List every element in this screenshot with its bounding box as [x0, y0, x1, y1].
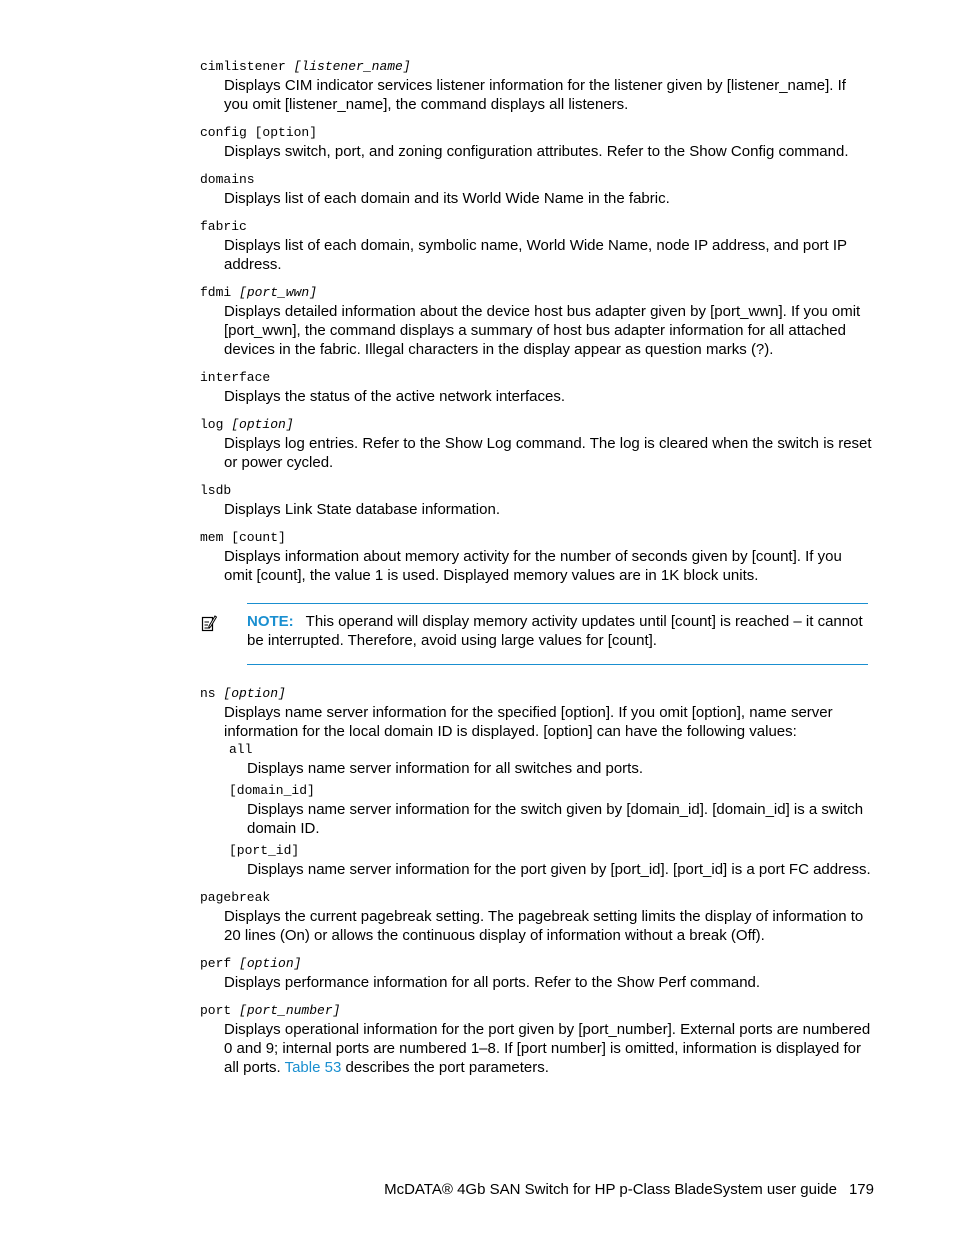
command-name: ns [option] — [200, 686, 286, 701]
command-description: Displays list of each domain, symbolic name, World Wide Name, node IP address, and port IP address. — [224, 237, 847, 273]
command-name: lsdb — [200, 483, 232, 498]
command-name: pagebreak — [200, 890, 271, 905]
command-description: Displays performance information for all ports. Refer to the Show Perf command. — [224, 974, 761, 991]
footer-title: McDATA® 4Gb SAN Switch for HP p-Class BladeSystem user guide — [384, 1181, 837, 1198]
command-name: fabric — [200, 219, 247, 234]
table-53-link[interactable]: Table 53 — [284, 1059, 342, 1076]
command-name: cimlistener [listener_name] — [200, 59, 411, 74]
entry-domains — [200, 171, 872, 208]
entry-fdmi — [200, 284, 872, 359]
entry-fabric — [200, 218, 872, 274]
option-name: all — [229, 742, 253, 757]
option-value-domain-id — [229, 782, 872, 838]
option-value-all — [229, 741, 872, 778]
entry-lsdb — [200, 482, 872, 519]
option-description: Displays name server information for the switch given by [domain_id]. [domain_id] is a switch domain ID. — [247, 801, 864, 837]
command-description: Displays operational information for the port given by [port_number]. External ports are numbered 0 and 9; internal ports are numbered 1–8. If [port number] is omitted, information is displayed for all ports. Table 53 describes the port parameters. — [224, 1021, 871, 1076]
command-description: Displays Link State database information. — [224, 501, 500, 518]
entry-pagebreak — [200, 889, 872, 945]
command-description: Displays the current pagebreak setting. The pagebreak setting limits the display of information to 20 lines (On) or allows the continuous display of information without a break (Off). — [224, 908, 864, 944]
page-footer — [384, 1180, 874, 1199]
entry-port — [200, 1002, 872, 1077]
note-label: NOTE: — [247, 613, 294, 630]
command-description: Displays name server information for the specified [option]. If you omit [option], name server information for the local domain ID is displayed. [option] can have the following values: — [224, 704, 833, 740]
option-description: Displays name server information for all switches and ports. — [247, 760, 643, 777]
command-description: Displays the status of the active network interfaces. — [224, 388, 565, 405]
command-name: mem [count] — [200, 530, 286, 545]
page-number: 179 — [848, 1181, 874, 1198]
entry-log — [200, 416, 872, 472]
note-pencil-icon — [201, 614, 217, 632]
command-name: config [option] — [200, 125, 318, 140]
command-name: interface — [200, 370, 271, 385]
option-name: [domain_id] — [229, 783, 315, 798]
command-name: domains — [200, 172, 255, 187]
command-description: Displays list of each domain and its World Wide Name in the fabric. — [224, 190, 670, 207]
command-description: Displays switch, port, and zoning configuration attributes. Refer to the Show Config command. — [224, 143, 849, 160]
command-description: Displays log entries. Refer to the Show Log command. The log is cleared when the switch is reset or power cycled. — [224, 435, 872, 471]
command-description: Displays information about memory activity for the number of seconds given by [count]. If you omit [count], the value 1 is used. Displayed memory values are in 1K block units. — [224, 548, 842, 584]
note-text: This operand will display memory activity updates until [count] is reached – it cannot be interrupted. Therefore, avoid using large values for [count]. — [247, 613, 863, 649]
option-value-port-id — [229, 842, 872, 879]
command-name: port [port_number] — [200, 1003, 341, 1018]
page-body — [200, 58, 872, 1077]
note-box — [247, 603, 868, 665]
option-name: [port_id] — [229, 843, 300, 858]
command-description: Displays detailed information about the device host bus adapter given by [port_wwn]. If you omit [port_wwn], the command displays a summary of host bus adapter information for all attached devices in the fabric. Illegal characters in the display appear as question marks (?). — [224, 303, 861, 358]
command-name: fdmi [port_wwn] — [200, 285, 318, 300]
entry-interface — [200, 369, 872, 406]
option-description: Displays name server information for the port given by [port_id]. [port_id] is a port FC address. — [247, 861, 871, 878]
command-description: Displays CIM indicator services listener information for the listener given by [listener_name]. If you omit [listener_name], the command displays all listeners. — [224, 77, 846, 113]
entry-config — [200, 124, 872, 161]
entry-ns — [200, 685, 872, 879]
entry-mem — [200, 529, 872, 585]
command-name: perf [option] — [200, 956, 302, 971]
command-name: log [option] — [200, 417, 294, 432]
entry-perf — [200, 955, 872, 992]
entry-cimlistener — [200, 58, 872, 114]
